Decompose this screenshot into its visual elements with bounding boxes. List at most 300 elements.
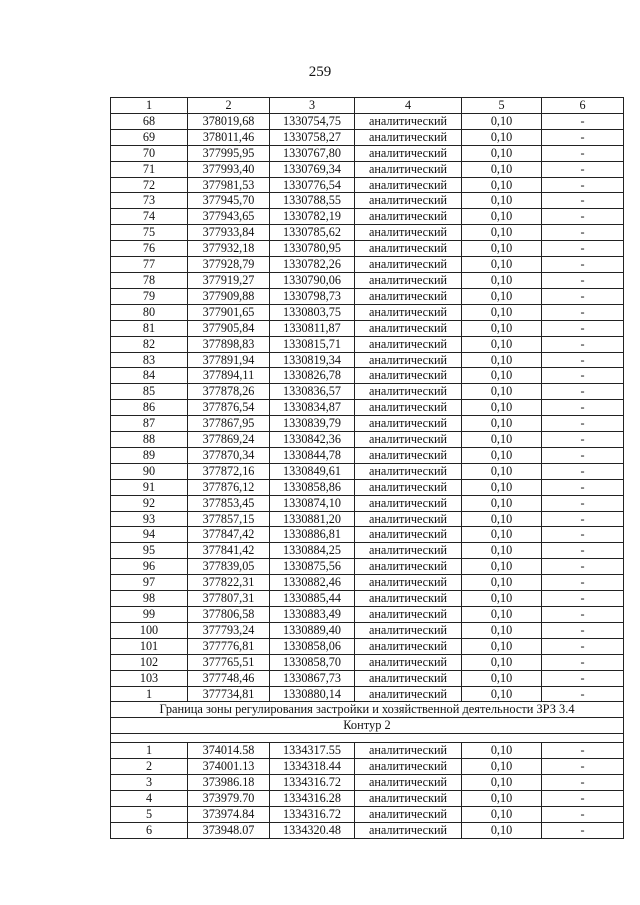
table-cell: 79 [111, 288, 188, 304]
header-cell: 1 [111, 98, 188, 114]
table-row [111, 225, 624, 241]
table-row [111, 257, 624, 273]
table-cell: 95 [111, 543, 188, 559]
table-cell: - [542, 743, 624, 759]
table-row [111, 113, 624, 129]
table-row [111, 193, 624, 209]
table-cell: 1330889,40 [270, 622, 355, 638]
table-row [111, 209, 624, 225]
table-cell: - [542, 352, 624, 368]
table-cell: аналитический [355, 622, 462, 638]
table-cell: аналитический [355, 288, 462, 304]
table-cell: 93 [111, 511, 188, 527]
table-cell: 72 [111, 177, 188, 193]
table-cell: 1330811,87 [270, 320, 355, 336]
table-cell: 1330849,61 [270, 463, 355, 479]
table-cell: 68 [111, 113, 188, 129]
table-cell: 5 [111, 806, 188, 822]
section-title-row [111, 702, 624, 718]
table-cell: 0,10 [462, 320, 542, 336]
section-title: Граница зоны регулирования застройки и хозяйственной деятельности ЗРЗ 3.4 [111, 702, 624, 718]
table-cell: 0,10 [462, 352, 542, 368]
table-cell: 1330782,26 [270, 257, 355, 273]
table-cell: 1330885,44 [270, 591, 355, 607]
table-cell: 0,10 [462, 257, 542, 273]
table-cell: 0,10 [462, 304, 542, 320]
table-cell: 1330776,54 [270, 177, 355, 193]
table-cell: аналитический [355, 272, 462, 288]
table-cell: 377933,84 [188, 225, 270, 241]
table-cell: 84 [111, 368, 188, 384]
table-cell: аналитический [355, 193, 462, 209]
table-cell: 0,10 [462, 790, 542, 806]
table-cell: 88 [111, 432, 188, 448]
table-cell: 1334316.72 [270, 775, 355, 791]
table-cell: 377901,65 [188, 304, 270, 320]
table-cell: 377847,42 [188, 527, 270, 543]
table-cell: 1330834,87 [270, 400, 355, 416]
table-cell: 94 [111, 527, 188, 543]
table-row [111, 288, 624, 304]
table-cell: 1330858,70 [270, 654, 355, 670]
table-cell: 1330880,14 [270, 686, 355, 702]
table-cell: 0,10 [462, 511, 542, 527]
table-cell: аналитический [355, 543, 462, 559]
table-cell: 1330798,73 [270, 288, 355, 304]
table-cell: аналитический [355, 400, 462, 416]
table-cell: 0,10 [462, 161, 542, 177]
table-row [111, 822, 624, 838]
table-cell: аналитический [355, 352, 462, 368]
table-cell: аналитический [355, 479, 462, 495]
table-cell: - [542, 759, 624, 775]
table-cell: 1330788,55 [270, 193, 355, 209]
table-cell: - [542, 686, 624, 702]
table-row [111, 654, 624, 670]
table-cell: 1334318.44 [270, 759, 355, 775]
table-cell: - [542, 416, 624, 432]
table-row [111, 447, 624, 463]
table-cell: 0,10 [462, 193, 542, 209]
table-cell: - [542, 638, 624, 654]
table-cell: 0,10 [462, 400, 542, 416]
table-cell: 377919,27 [188, 272, 270, 288]
table-cell: 377776,81 [188, 638, 270, 654]
table-cell: аналитический [355, 654, 462, 670]
table-cell: 0,10 [462, 209, 542, 225]
table-row [111, 527, 624, 543]
table-cell: 80 [111, 304, 188, 320]
table-cell: 1330790,06 [270, 272, 355, 288]
table-cell: аналитический [355, 145, 462, 161]
table-cell: 374014.58 [188, 743, 270, 759]
table-cell: 1330875,56 [270, 559, 355, 575]
table-cell: - [542, 463, 624, 479]
table-cell: 101 [111, 638, 188, 654]
table-cell: 0,10 [462, 775, 542, 791]
table-row [111, 638, 624, 654]
table-cell: 6 [111, 822, 188, 838]
table-cell: 1334316.28 [270, 790, 355, 806]
table-cell: 81 [111, 320, 188, 336]
table-cell: - [542, 607, 624, 623]
page-number: 259 [308, 64, 332, 80]
table-cell: 373948.07 [188, 822, 270, 838]
contour-title-row [111, 718, 624, 734]
table-cell: 85 [111, 384, 188, 400]
table-cell: - [542, 670, 624, 686]
table-cell: 0,10 [462, 806, 542, 822]
table-cell: аналитический [355, 527, 462, 543]
table-cell: 1330844,78 [270, 447, 355, 463]
table-cell: аналитический [355, 241, 462, 257]
table-cell: 1330842,36 [270, 432, 355, 448]
table-cell: 99 [111, 607, 188, 623]
table-row [111, 759, 624, 775]
table-cell: 97 [111, 575, 188, 591]
table-row [111, 479, 624, 495]
table-cell: 1330780,95 [270, 241, 355, 257]
table-cell: 0,10 [462, 822, 542, 838]
table-cell: 0,10 [462, 622, 542, 638]
table-cell: 0,10 [462, 575, 542, 591]
table-cell: 377869,24 [188, 432, 270, 448]
table-row [111, 129, 624, 145]
table-cell: - [542, 654, 624, 670]
table-cell: 1330839,79 [270, 416, 355, 432]
table-cell: аналитический [355, 511, 462, 527]
table-cell: аналитический [355, 336, 462, 352]
table-cell: 90 [111, 463, 188, 479]
table-cell: 377943,65 [188, 209, 270, 225]
header-cell: 4 [355, 98, 462, 114]
table-cell: - [542, 447, 624, 463]
coordinates-table-body [111, 98, 624, 839]
table-row [111, 511, 624, 527]
table-cell: - [542, 400, 624, 416]
table-cell: - [542, 511, 624, 527]
table-cell: 0,10 [462, 145, 542, 161]
table-row [111, 463, 624, 479]
table-cell: 1330874,10 [270, 495, 355, 511]
table-cell: аналитический [355, 432, 462, 448]
table-cell: 374001.13 [188, 759, 270, 775]
table-cell: 0,10 [462, 654, 542, 670]
table-row [111, 320, 624, 336]
table-row [111, 177, 624, 193]
table-cell: 0,10 [462, 447, 542, 463]
table-cell: 3 [111, 775, 188, 791]
blank-cell [111, 734, 624, 743]
table-cell: аналитический [355, 177, 462, 193]
table-row [111, 622, 624, 638]
table-cell: 0,10 [462, 177, 542, 193]
table-cell: 96 [111, 559, 188, 575]
table-cell: аналитический [355, 686, 462, 702]
table-cell: аналитический [355, 822, 462, 838]
table-cell: аналитический [355, 743, 462, 759]
table-cell: аналитический [355, 416, 462, 432]
table-cell: аналитический [355, 495, 462, 511]
table-cell: 1330819,34 [270, 352, 355, 368]
table-cell: 73 [111, 193, 188, 209]
table-cell: 1334316.72 [270, 806, 355, 822]
table-cell: 0,10 [462, 559, 542, 575]
coordinates-table [110, 97, 624, 839]
table-row [111, 607, 624, 623]
table-cell: 1330836,57 [270, 384, 355, 400]
table-cell: 377748,46 [188, 670, 270, 686]
table-cell: 78 [111, 272, 188, 288]
table-cell: аналитический [355, 790, 462, 806]
table-row [111, 416, 624, 432]
table-row [111, 304, 624, 320]
table-row [111, 559, 624, 575]
table-cell: 87 [111, 416, 188, 432]
table-cell: 377841,42 [188, 543, 270, 559]
table-cell: 71 [111, 161, 188, 177]
table-cell: - [542, 241, 624, 257]
table-cell: 0,10 [462, 288, 542, 304]
table-cell: - [542, 177, 624, 193]
table-cell: 0,10 [462, 479, 542, 495]
table-cell: аналитический [355, 129, 462, 145]
table-cell: - [542, 272, 624, 288]
table-cell: 377870,34 [188, 447, 270, 463]
table-cell: 76 [111, 241, 188, 257]
table-cell: - [542, 193, 624, 209]
table-cell: аналитический [355, 209, 462, 225]
table-cell: 82 [111, 336, 188, 352]
table-cell: 0,10 [462, 638, 542, 654]
table-cell: 378011,46 [188, 129, 270, 145]
table-cell: 1 [111, 686, 188, 702]
table-cell: 75 [111, 225, 188, 241]
table-cell: 377891,94 [188, 352, 270, 368]
table-cell: 0,10 [462, 225, 542, 241]
table-cell: 1330886,81 [270, 527, 355, 543]
table-cell: аналитический [355, 257, 462, 273]
table-cell: 74 [111, 209, 188, 225]
table-cell: - [542, 129, 624, 145]
blank-row [111, 734, 624, 743]
table-cell: 83 [111, 352, 188, 368]
table-cell: 377995,95 [188, 145, 270, 161]
table-cell: 1330758,27 [270, 129, 355, 145]
table-cell: 377928,79 [188, 257, 270, 273]
table-row [111, 145, 624, 161]
table-cell: - [542, 384, 624, 400]
table-cell: 0,10 [462, 527, 542, 543]
table-row [111, 368, 624, 384]
table-cell: 1330769,34 [270, 161, 355, 177]
table-cell: 0,10 [462, 759, 542, 775]
table-cell: 102 [111, 654, 188, 670]
table-row [111, 591, 624, 607]
table-cell: - [542, 288, 624, 304]
table-cell: 1330815,71 [270, 336, 355, 352]
table-cell: 1330754,75 [270, 113, 355, 129]
table-cell: 91 [111, 479, 188, 495]
table-cell: 378019,68 [188, 113, 270, 129]
table-cell: - [542, 495, 624, 511]
table-cell: - [542, 775, 624, 791]
table-cell: аналитический [355, 463, 462, 479]
table-cell: 377876,54 [188, 400, 270, 416]
table-row [111, 743, 624, 759]
table-cell: 1330782,19 [270, 209, 355, 225]
table-cell: 373974.84 [188, 806, 270, 822]
table-cell: 70 [111, 145, 188, 161]
table-cell: 89 [111, 447, 188, 463]
table-row [111, 543, 624, 559]
table-cell: 92 [111, 495, 188, 511]
table-row [111, 352, 624, 368]
table-cell: - [542, 575, 624, 591]
table-cell: 377878,26 [188, 384, 270, 400]
header-cell: 2 [188, 98, 270, 114]
table-cell: 377905,84 [188, 320, 270, 336]
table-cell: 4 [111, 790, 188, 806]
table-row [111, 790, 624, 806]
table-cell: аналитический [355, 638, 462, 654]
table-cell: 77 [111, 257, 188, 273]
table-cell: аналитический [355, 575, 462, 591]
contour-title: Контур 2 [111, 718, 624, 734]
table-cell: 1330882,46 [270, 575, 355, 591]
table-cell: 377807,31 [188, 591, 270, 607]
table-cell: 0,10 [462, 607, 542, 623]
table-cell: 0,10 [462, 686, 542, 702]
table-cell: - [542, 336, 624, 352]
table-cell: 377993,40 [188, 161, 270, 177]
table-cell: 0,10 [462, 543, 542, 559]
table-cell: - [542, 479, 624, 495]
table-cell: - [542, 822, 624, 838]
table-cell: - [542, 161, 624, 177]
table-cell: 1330881,20 [270, 511, 355, 527]
table-cell: 377867,95 [188, 416, 270, 432]
table-cell: 377909,88 [188, 288, 270, 304]
header-cell: 3 [270, 98, 355, 114]
table-cell: - [542, 320, 624, 336]
table-cell: 1330785,62 [270, 225, 355, 241]
table-cell: 0,10 [462, 241, 542, 257]
table-cell: - [542, 304, 624, 320]
table-cell: 377734,81 [188, 686, 270, 702]
table-row [111, 575, 624, 591]
table-cell: 373979.70 [188, 790, 270, 806]
table-cell: 0,10 [462, 432, 542, 448]
table-cell: 377806,58 [188, 607, 270, 623]
table-cell: - [542, 145, 624, 161]
table-cell: 377898,83 [188, 336, 270, 352]
table-cell: 1330867,73 [270, 670, 355, 686]
table-cell: - [542, 790, 624, 806]
table-cell: аналитический [355, 225, 462, 241]
table-cell: 100 [111, 622, 188, 638]
table-cell: аналитический [355, 670, 462, 686]
table-cell: 0,10 [462, 368, 542, 384]
table-cell: - [542, 257, 624, 273]
table-cell: - [542, 209, 624, 225]
table-cell: 0,10 [462, 384, 542, 400]
table-cell: 377894,11 [188, 368, 270, 384]
header-row [111, 98, 624, 114]
table-cell: 0,10 [462, 336, 542, 352]
table-cell: аналитический [355, 320, 462, 336]
table-cell: 86 [111, 400, 188, 416]
table-cell: 0,10 [462, 129, 542, 145]
table-cell: аналитический [355, 113, 462, 129]
table-row [111, 241, 624, 257]
table-cell: аналитический [355, 559, 462, 575]
table-cell: 0,10 [462, 743, 542, 759]
table-row [111, 670, 624, 686]
table-cell: 0,10 [462, 670, 542, 686]
table-cell: 1330858,06 [270, 638, 355, 654]
table-cell: 373986.18 [188, 775, 270, 791]
table-cell: аналитический [355, 304, 462, 320]
table-cell: 377793,24 [188, 622, 270, 638]
table-cell: 377945,70 [188, 193, 270, 209]
table-cell: 0,10 [462, 113, 542, 129]
table-row [111, 272, 624, 288]
header-cell: 5 [462, 98, 542, 114]
table-cell: 377765,51 [188, 654, 270, 670]
table-row [111, 686, 624, 702]
table-cell: - [542, 559, 624, 575]
table-cell: - [542, 432, 624, 448]
table-cell: - [542, 591, 624, 607]
table-cell: 0,10 [462, 416, 542, 432]
table-cell: 377981,53 [188, 177, 270, 193]
table-cell: 1334320.48 [270, 822, 355, 838]
table-cell: аналитический [355, 607, 462, 623]
table-row [111, 806, 624, 822]
table-row [111, 161, 624, 177]
table-row [111, 775, 624, 791]
table-row [111, 384, 624, 400]
header-cell: 6 [542, 98, 624, 114]
table-cell: 0,10 [462, 463, 542, 479]
table-cell: 377853,45 [188, 495, 270, 511]
table-cell: - [542, 225, 624, 241]
table-cell: аналитический [355, 775, 462, 791]
table-cell: аналитический [355, 161, 462, 177]
table-cell: аналитический [355, 591, 462, 607]
table-cell: 377932,18 [188, 241, 270, 257]
table-cell: - [542, 368, 624, 384]
table-cell: 1330884,25 [270, 543, 355, 559]
table-cell: 377872,16 [188, 463, 270, 479]
table-cell: 1 [111, 743, 188, 759]
table-cell: 0,10 [462, 591, 542, 607]
table-cell: 103 [111, 670, 188, 686]
table-row [111, 400, 624, 416]
table-cell: 377839,05 [188, 559, 270, 575]
table-cell: 1330826,78 [270, 368, 355, 384]
table-cell: - [542, 527, 624, 543]
table-cell: - [542, 806, 624, 822]
table-cell: 98 [111, 591, 188, 607]
table-cell: аналитический [355, 368, 462, 384]
table-cell: 1330803,75 [270, 304, 355, 320]
table-cell: 1330883,49 [270, 607, 355, 623]
table-cell: 1334317.55 [270, 743, 355, 759]
table-cell: 377857,15 [188, 511, 270, 527]
table-row [111, 495, 624, 511]
